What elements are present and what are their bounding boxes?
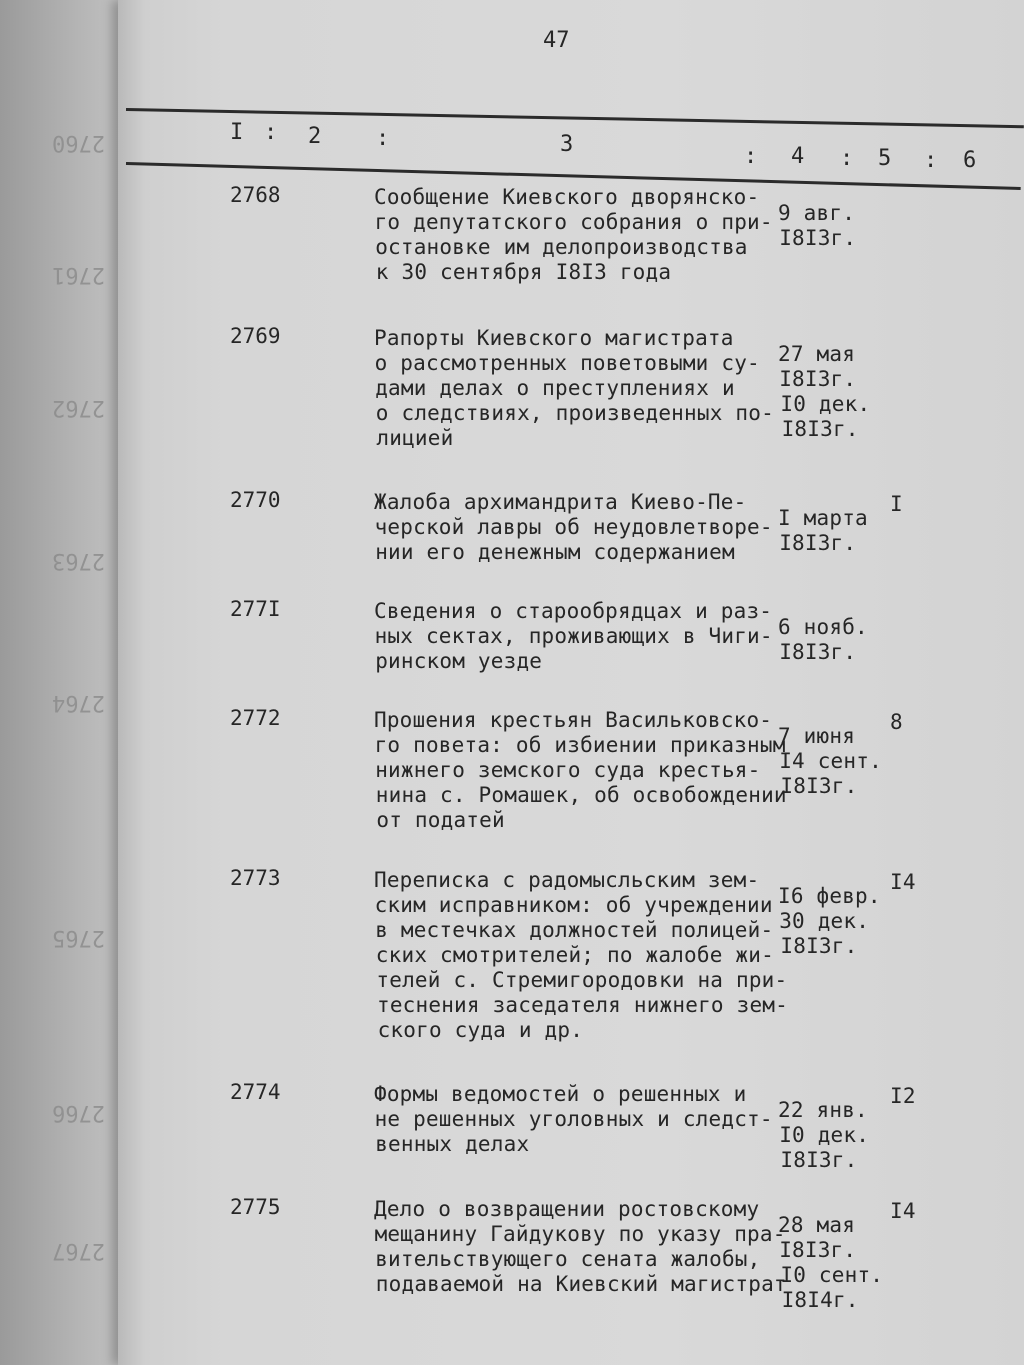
entry-date: I0 сент. [780,1263,884,1287]
entry-description-line: в местечках должностей полицей- [375,918,774,942]
entry-date: I4 сент. [779,749,882,773]
entry-number: 2768 [230,183,281,207]
margin-ghost-number: 2763 [52,548,105,573]
column-header: 5 [878,146,892,171]
entry-description-line: не решенных уголовных и следст- [374,1107,773,1131]
entry-description-line: вительствующего сената жалобы, [375,1247,761,1271]
entry-number: 2772 [230,706,281,730]
table-top-rule [126,108,1024,128]
margin-ghost-number: 2767 [52,1238,105,1263]
entry-description-line: нина с. Ромашек, об освобождении [375,783,787,807]
entry-date: I8I3г. [779,1238,857,1262]
column-separator: : [264,120,278,145]
entry-description-line: Формы ведомостей о решенных и [374,1082,747,1106]
entry-date: I8I3г. [781,417,859,441]
entry-description-line: Прошения крестьян Васильковско- [374,708,773,732]
entry-description-line: го повета: об избиении приказным [374,733,786,757]
entry-number: 2775 [230,1195,281,1219]
entry-description-line: к 30 сентября I8I3 года [375,260,672,284]
entry-date: 28 мая [778,1213,856,1237]
entry-number: 277I [230,597,281,621]
margin-ghost-number: 2765 [52,925,105,950]
entry-description-line: мещанину Гайдукову по указу пра- [374,1222,786,1246]
entry-description-line: Сообщение Киевского дворянско- [374,185,760,209]
entry-date: I0 дек. [780,392,871,416]
entry-description-line: ского суда и др. [377,1018,584,1042]
entry-sheet-count: I2 [890,1084,916,1108]
entry-description-line: дами делах о преступлениях и [375,376,735,400]
entry-sheet-count: I [890,492,903,516]
entry-description-line: Переписка с радомысльским зем- [374,868,760,892]
entry-date: I6 февр. [778,884,881,908]
entry-date: 22 янв. [778,1098,868,1122]
entry-description-line: от податей [376,808,505,832]
entry-date: 30 дек. [779,909,870,933]
entry-date: I0 дек. [779,1123,870,1147]
entry-date: I8I3г. [780,774,858,798]
entry-description-line: ринском уезде [375,649,543,673]
column-header: 2 [308,124,322,149]
entry-description-line: нии его денежным содержанием [375,540,735,564]
entry-description-line: ским исправником: об учреждении [374,893,773,917]
margin-ghost-number: 2762 [52,395,105,420]
entry-description-line: о следствиях, произведенных по- [375,401,774,425]
document-page [118,0,1024,1365]
entry-sheet-count: I4 [890,1199,916,1223]
entry-description-line: Дело о возвращении ростовскому [374,1197,760,1221]
entry-description-line: лицией [376,426,454,450]
entry-number: 2770 [230,488,281,512]
entry-description-line: Сведения о старообрядцах и раз- [374,599,773,623]
entry-date: I8I3г. [779,226,857,250]
column-separator: : [376,126,390,151]
column-header: I [230,120,244,145]
entry-description-line: венных делах [375,1132,530,1156]
entry-number: 2774 [230,1080,281,1104]
entry-description-line: ных сектах, проживающих в Чиги- [374,624,773,648]
margin-ghost-number: 2766 [52,1100,105,1125]
entry-sheet-count: I4 [890,870,916,894]
entry-date: I марта [778,506,868,530]
entry-sheet-count: 8 [890,710,903,734]
entry-description-line: ских смотрителей; по жалобе жи- [375,943,774,967]
column-separator: : [744,144,758,169]
entry-date: I8I4г. [781,1288,859,1312]
entry-description-line: остановке им делопроизводства [375,235,748,259]
page-number: 47 [543,28,570,53]
entry-date: I8I3г. [780,1148,858,1172]
entry-date: 9 авг. [778,201,856,225]
entry-description-line: о рассмотренных поветовыми су- [374,351,760,375]
entry-number: 2773 [230,866,281,890]
entry-date: 6 нояб. [778,615,868,639]
entry-date: 7 июня [778,724,856,748]
column-header: 4 [791,144,805,169]
entry-date: I8I3г. [779,640,857,664]
entry-description-line: телей с. Стремигородовки на при- [376,968,788,992]
margin-ghost-number: 2760 [52,130,105,155]
entry-date: 27 мая [778,342,856,366]
column-header: 6 [963,148,977,173]
margin-ghost-number: 2764 [52,690,105,715]
column-separator: : [840,146,854,171]
entry-description-line: теснения заседателя нижнего зем- [377,993,788,1017]
entry-description-line: нижнего земского суда крестья- [375,758,761,782]
column-header: 3 [560,132,574,157]
entry-description-line: Рапорты Киевского магистрата [374,326,734,350]
margin-ghost-number: 2761 [52,262,105,287]
entry-description-line: Жалоба архимандрита Киево-Пе- [374,490,747,514]
entry-date: I8I3г. [780,934,858,958]
entry-number: 2769 [230,324,281,348]
entry-description-line: го депутатского собрания о при- [374,210,773,234]
entry-date: I8I3г. [779,531,857,555]
column-separator: : [924,148,938,173]
entry-description-line: подаваемой на Киевский магистрат [375,1272,787,1296]
entry-description-line: черской лавры об неудовлетворе- [374,515,773,539]
entry-date: I8I3г. [779,367,857,391]
